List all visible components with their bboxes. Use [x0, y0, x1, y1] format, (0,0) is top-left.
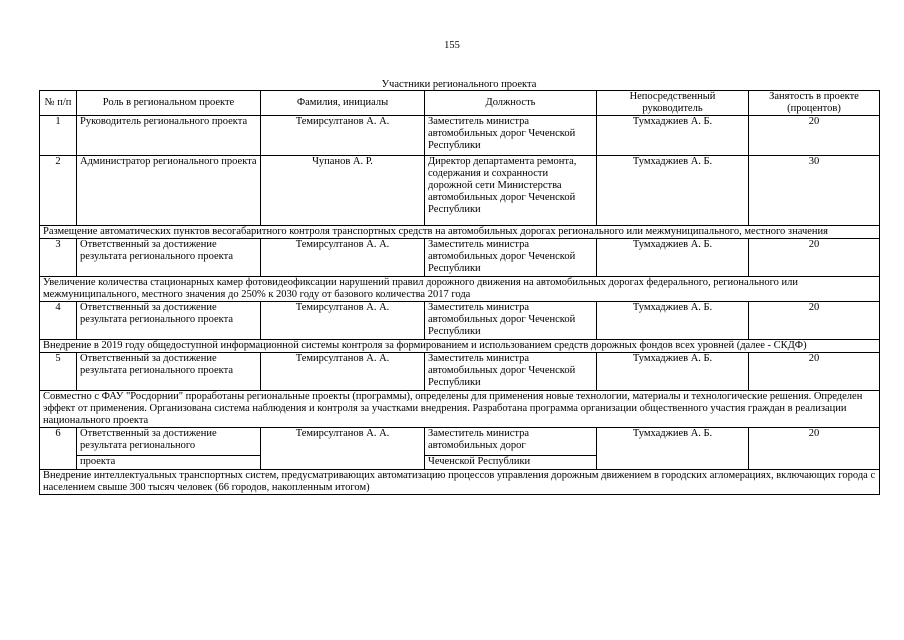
- section-row: [40, 340, 880, 353]
- section-text: Размещение автоматических пунктов весогабаритного контроля транспортных средств на автомобильных дорогах регионального или межмуниципального, местного значения: [40, 226, 880, 239]
- row-name: Чупанов А. Р.: [261, 156, 425, 226]
- header-row: [40, 91, 880, 116]
- row-supervisor: Тумхаджиев А. Б.: [597, 239, 749, 277]
- section-row: [40, 226, 880, 239]
- row-supervisor: Тумхаджиев А. Б.: [597, 353, 749, 391]
- row-supervisor: Тумхаджиев А. Б.: [597, 428, 749, 470]
- row-load: 20: [749, 302, 880, 340]
- row-position: Заместитель министра автомобильных дорог Чеченской Республики: [425, 353, 597, 391]
- header-role: Роль в региональном проекте: [77, 91, 261, 116]
- header-supervisor: Непосредственный руководитель: [597, 91, 749, 116]
- row-role: Руководитель регионального проекта: [77, 116, 261, 156]
- row-load: 20: [749, 239, 880, 277]
- row-num: 4: [40, 302, 77, 340]
- row-role: Ответственный за достижение результата регионального проекта: [77, 353, 261, 391]
- row-num: 5: [40, 353, 77, 391]
- table-row: [40, 239, 880, 277]
- row-position: Заместитель министра автомобильных дорог: [425, 428, 597, 456]
- section-text: Внедрение в 2019 году общедоступной информационной системы контроля за формированием и использованием средств дорожных фондов всех уровней (далее - СКДФ): [40, 340, 880, 353]
- page-number: 155: [444, 40, 460, 51]
- row-load: 20: [749, 353, 880, 391]
- section-row: [40, 391, 880, 428]
- row-name: Темирсултанов А. А.: [261, 428, 425, 470]
- row-supervisor: Тумхаджиев А. Б.: [597, 116, 749, 156]
- row-role: Ответственный за достижение результата регионального проекта: [77, 239, 261, 277]
- row-load: 30: [749, 156, 880, 226]
- table-row: [40, 353, 880, 391]
- section-row: [40, 470, 880, 495]
- row-position: Директор департамента ремонта, содержания и сохранности дорожной сети Министерства автомобильных дорог Чеченской Республики: [425, 156, 597, 226]
- section-text: Внедрение интеллектуальных транспортных систем, предусматривающих автоматизацию процессов управления дорожным движением в городских агломерациях, включающих города с населением свыше 300 тысяч человек (66 городов, накопленным итогом): [40, 470, 880, 495]
- row-position: Заместитель министра автомобильных дорог Чеченской Республики: [425, 302, 597, 340]
- participants-table: [39, 90, 880, 495]
- table-row: [40, 156, 880, 226]
- header-num: № п/п: [40, 91, 77, 116]
- row-num: 6: [40, 428, 77, 470]
- row-num: 2: [40, 156, 77, 226]
- row-num: 3: [40, 239, 77, 277]
- section-row: [40, 277, 880, 302]
- row-name: Темирсултанов А. А.: [261, 239, 425, 277]
- header-load: Занятость в проекте (процентов): [749, 91, 880, 116]
- table-row: [40, 302, 880, 340]
- row-position: Заместитель министра автомобильных дорог Чеченской Республики: [425, 116, 597, 156]
- row-position: Заместитель министра автомобильных дорог Чеченской Республики: [425, 239, 597, 277]
- row-supervisor: Тумхаджиев А. Б.: [597, 302, 749, 340]
- row-supervisor: Тумхаджиев А. Б.: [597, 156, 749, 226]
- row-role: Администратор регионального проекта: [77, 156, 261, 226]
- header-position: Должность: [425, 91, 597, 116]
- row-role: Ответственный за достижение результата регионального: [77, 428, 261, 456]
- row-role: Ответственный за достижение результата регионального проекта: [77, 302, 261, 340]
- table-row: [40, 428, 880, 456]
- row-position-continuation: Чеченской Республики: [425, 456, 597, 470]
- section-text: Увеличение количества стационарных камер фотовидеофиксации нарушений правил дорожного движения на автомобильных дорогах федерального, регионального или межмуниципального, местного значения до 250% к 2030 году от базового количества 2017 года: [40, 277, 880, 302]
- section-text: Совместно с ФАУ "Росдорнии" проработаны региональные проекты (программы), определены для применения новые технологии, материалы и технологические решения. Определен эффект от применения. Организована система наблюдения и контроля за участками внедрения. Разработана программа организации общественного участия граждан в реализации национального проекта: [40, 391, 880, 428]
- row-load: 20: [749, 428, 880, 470]
- row-load: 20: [749, 116, 880, 156]
- header-name: Фамилия, инициалы: [261, 91, 425, 116]
- row-name: Темирсултанов А. А.: [261, 302, 425, 340]
- row-name: Темирсултанов А. А.: [261, 116, 425, 156]
- row-num: 1: [40, 116, 77, 156]
- row-role-continuation: проекта: [77, 456, 261, 470]
- table-row: [40, 116, 880, 156]
- table-title: Участники регионального проекта: [381, 79, 537, 90]
- row-name: Темирсултанов А. А.: [261, 353, 425, 391]
